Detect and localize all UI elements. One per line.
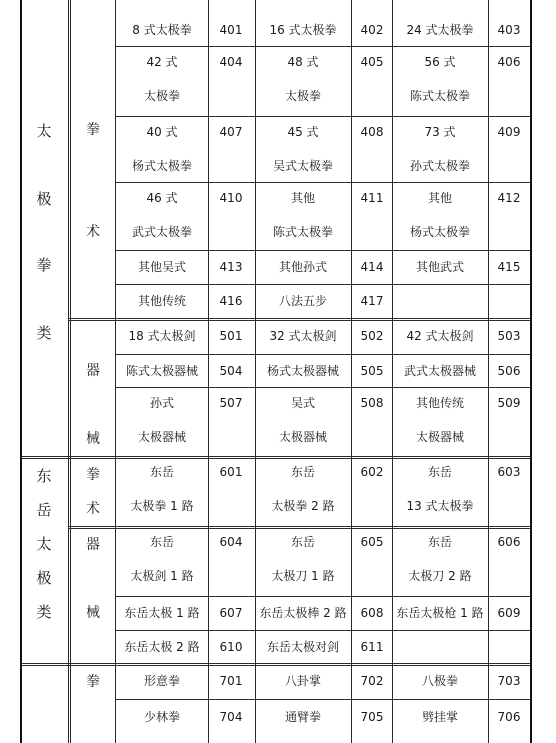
category-char: 拳 bbox=[36, 256, 52, 274]
event-name-line2: 太极剑 1 路 bbox=[130, 569, 194, 583]
row-divider bbox=[115, 596, 530, 597]
event-name-line2: 武式太极拳 bbox=[131, 225, 193, 239]
subcategory-char: 器 bbox=[86, 363, 100, 379]
event-name-line1: 42 式 bbox=[146, 55, 178, 69]
event-code: 411 bbox=[360, 191, 384, 205]
event-code: 403 bbox=[497, 23, 521, 37]
event-name-line2: 陈式太极拳 bbox=[409, 89, 471, 103]
event-code: 410 bbox=[219, 191, 243, 205]
event-code: 502 bbox=[360, 329, 384, 343]
event-name-line1: 45 式 bbox=[287, 125, 319, 139]
event-name: 32 式太极剑 bbox=[269, 329, 337, 343]
event-code: 601 bbox=[219, 465, 243, 479]
event-name-line1: 东岳 bbox=[290, 465, 316, 479]
event-name: 其他武式 bbox=[415, 260, 465, 274]
label-column-double bbox=[70, 0, 71, 743]
event-code: 704 bbox=[219, 710, 243, 724]
event-code: 503 bbox=[497, 329, 521, 343]
event-name-line2: 吴式太极拳 bbox=[272, 159, 334, 173]
event-name-line2: 太极器械 bbox=[278, 430, 328, 444]
event-name-line2: 陈式太极拳 bbox=[272, 225, 334, 239]
event-name-line1: 东岳 bbox=[149, 465, 175, 479]
row-divider bbox=[115, 116, 530, 117]
event-code: 609 bbox=[497, 606, 521, 620]
category-char: 类 bbox=[36, 324, 52, 342]
category-char: 类 bbox=[36, 603, 52, 621]
column-divider bbox=[208, 0, 209, 743]
group-divider bbox=[68, 526, 530, 527]
event-name: 其他吴式 bbox=[137, 260, 187, 274]
row-divider bbox=[115, 387, 530, 388]
event-code: 701 bbox=[219, 674, 243, 688]
category-divider-double bbox=[20, 458, 530, 459]
event-code: 404 bbox=[219, 55, 243, 69]
event-code: 402 bbox=[360, 23, 384, 37]
subcategory-char: 拳 bbox=[86, 467, 100, 483]
subcategory-char: 拳 bbox=[86, 122, 100, 138]
row-divider bbox=[115, 630, 530, 631]
event-name-line2: 孙式太极拳 bbox=[409, 159, 471, 173]
event-name-line2: 太极拳 1 路 bbox=[130, 499, 194, 513]
event-code: 416 bbox=[219, 294, 243, 308]
event-code: 608 bbox=[360, 606, 384, 620]
event-name: 形意拳 bbox=[143, 674, 181, 688]
event-name: 杨式太极器械 bbox=[266, 363, 340, 378]
event-code: 702 bbox=[360, 674, 384, 688]
event-code: 703 bbox=[497, 674, 521, 688]
subcategory-char: 拳 bbox=[86, 674, 100, 690]
event-code: 413 bbox=[219, 260, 243, 274]
event-code: 607 bbox=[219, 606, 243, 620]
event-name-line1: 40 式 bbox=[146, 125, 178, 139]
category-char: 东 bbox=[36, 467, 52, 485]
column-divider bbox=[392, 0, 393, 743]
event-name: 其他传统 bbox=[137, 294, 187, 308]
event-name-line1: 东岳 bbox=[149, 535, 175, 549]
event-code: 415 bbox=[497, 260, 521, 274]
event-name: 少林拳 bbox=[143, 710, 181, 724]
group-divider-double bbox=[68, 320, 530, 321]
event-code: 412 bbox=[497, 191, 521, 205]
row-divider bbox=[115, 182, 530, 183]
column-divider bbox=[115, 0, 116, 743]
event-code: 606 bbox=[497, 535, 521, 549]
column-divider bbox=[488, 0, 489, 743]
row-divider bbox=[115, 284, 530, 285]
event-name-line1: 46 式 bbox=[146, 191, 178, 205]
table-border bbox=[530, 0, 532, 743]
category-divider-double bbox=[20, 665, 530, 666]
event-name-line1: 东岳 bbox=[290, 535, 316, 549]
event-name-line1: 其他 bbox=[290, 191, 316, 205]
event-code: 408 bbox=[360, 125, 384, 139]
event-code: 406 bbox=[497, 55, 521, 69]
event-code: 611 bbox=[360, 639, 384, 654]
event-code: 405 bbox=[360, 55, 384, 69]
event-code: 414 bbox=[360, 260, 384, 274]
event-name: 劈挂掌 bbox=[421, 710, 459, 724]
row-divider bbox=[115, 699, 530, 700]
event-name: 8 式太极拳 bbox=[132, 23, 192, 37]
event-code: 409 bbox=[497, 125, 521, 139]
event-name-line1: 孙式 bbox=[149, 396, 175, 410]
column-divider bbox=[351, 0, 352, 743]
event-name: 16 式太极拳 bbox=[269, 23, 337, 37]
event-code: 407 bbox=[219, 125, 243, 139]
event-name-line1: 其他传统 bbox=[415, 396, 465, 410]
event-name-line2: 太极拳 bbox=[143, 89, 181, 103]
event-code: 508 bbox=[360, 396, 384, 410]
column-divider bbox=[255, 0, 256, 743]
event-code: 506 bbox=[497, 363, 521, 378]
event-code: 509 bbox=[497, 396, 521, 410]
event-name: 东岳太极棒 2 路 bbox=[259, 606, 347, 620]
column-divider bbox=[68, 0, 69, 743]
event-name-line1: 东岳 bbox=[427, 535, 453, 549]
event-name: 其他孙式 bbox=[278, 260, 328, 274]
event-code: 507 bbox=[219, 396, 243, 410]
event-code: 605 bbox=[360, 535, 384, 549]
group-divider bbox=[68, 318, 530, 319]
event-name: 通臂拳 bbox=[284, 710, 322, 724]
event-name: 陈式太极器械 bbox=[125, 363, 199, 378]
event-name-line1: 56 式 bbox=[424, 55, 456, 69]
event-name: 东岳太极枪 1 路 bbox=[396, 606, 484, 620]
event-name-line1: 48 式 bbox=[287, 55, 319, 69]
event-name-line1: 73 式 bbox=[424, 125, 456, 139]
event-code: 417 bbox=[360, 294, 384, 308]
event-name-line1: 其他 bbox=[427, 191, 453, 205]
event-code: 602 bbox=[360, 465, 384, 479]
event-name-line2: 杨式太极拳 bbox=[131, 159, 193, 173]
event-code: 401 bbox=[219, 23, 243, 37]
event-name-line2: 太极刀 2 路 bbox=[408, 569, 472, 583]
group-divider-double bbox=[68, 528, 530, 529]
event-name: 八法五步 bbox=[278, 294, 328, 308]
category-char: 岳 bbox=[36, 501, 52, 519]
event-name-line2: 杨式太极拳 bbox=[409, 225, 471, 239]
subcategory-char: 术 bbox=[86, 224, 100, 240]
event-name: 东岳太极 1 路 bbox=[124, 606, 200, 620]
event-name-line2: 太极刀 1 路 bbox=[271, 569, 335, 583]
event-name: 八卦掌 bbox=[284, 674, 322, 688]
event-name: 42 式太极剑 bbox=[406, 329, 474, 343]
event-name-line2: 太极器械 bbox=[415, 430, 465, 444]
category-char: 极 bbox=[36, 569, 52, 587]
event-name-line2: 太极拳 bbox=[284, 89, 322, 103]
event-name: 武式太极器械 bbox=[403, 363, 477, 378]
category-char: 极 bbox=[36, 190, 52, 208]
event-code: 501 bbox=[219, 329, 243, 343]
row-divider bbox=[115, 354, 530, 355]
row-divider bbox=[115, 46, 530, 47]
subcategory-char: 械 bbox=[86, 431, 100, 447]
category-divider bbox=[20, 663, 530, 664]
event-name: 八极拳 bbox=[421, 674, 459, 688]
event-code: 706 bbox=[497, 710, 521, 724]
event-name: 东岳太极对剑 bbox=[266, 639, 340, 654]
event-code: 505 bbox=[360, 363, 384, 378]
event-name: 18 式太极剑 bbox=[128, 329, 196, 343]
event-name-line2: 太极器械 bbox=[137, 430, 187, 444]
table-border bbox=[20, 0, 22, 743]
row-divider bbox=[115, 250, 530, 251]
event-name-line1: 东岳 bbox=[427, 465, 453, 479]
subcategory-char: 器 bbox=[86, 537, 100, 553]
event-code: 603 bbox=[497, 465, 521, 479]
event-code: 610 bbox=[219, 639, 243, 654]
event-name: 24 式太极拳 bbox=[406, 23, 474, 37]
event-name-line2: 13 式太极拳 bbox=[406, 499, 474, 513]
subcategory-char: 械 bbox=[86, 605, 100, 621]
event-code: 604 bbox=[219, 535, 243, 549]
category-char: 太 bbox=[36, 122, 52, 140]
event-name-line1: 吴式 bbox=[290, 396, 316, 410]
event-name: 东岳太极 2 路 bbox=[124, 639, 200, 654]
subcategory-char: 术 bbox=[86, 501, 100, 517]
category-char: 太 bbox=[36, 535, 52, 553]
event-code: 705 bbox=[360, 710, 384, 724]
event-name-line2: 太极拳 2 路 bbox=[271, 499, 335, 513]
event-code: 504 bbox=[219, 363, 243, 378]
category-divider bbox=[20, 456, 530, 457]
